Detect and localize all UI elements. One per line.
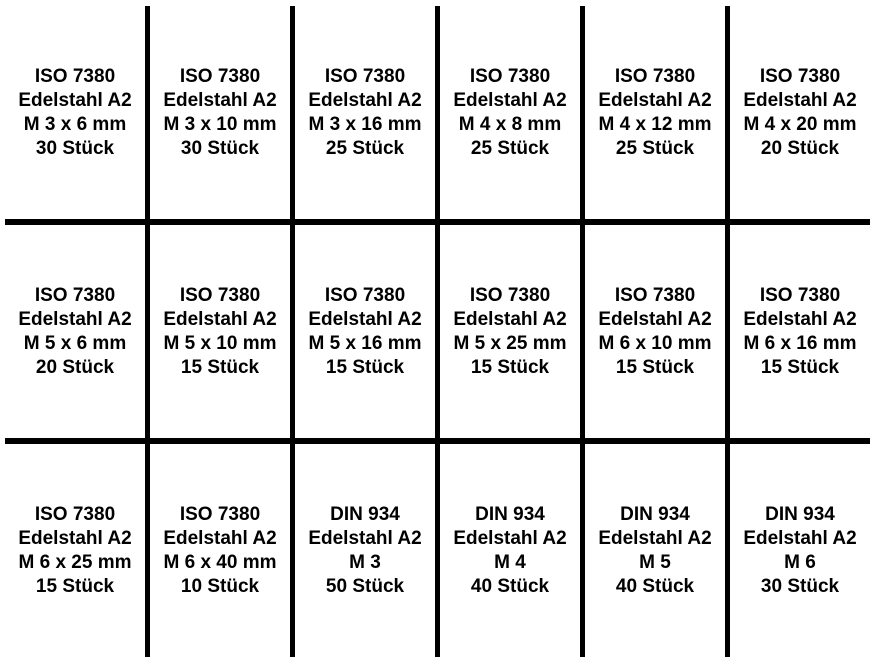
label-size: M 4	[494, 551, 526, 573]
label-standard: ISO 7380	[614, 284, 696, 306]
label-size: M 4 x 12 mm	[598, 113, 712, 135]
label-material: Edelstahl A2	[308, 527, 422, 549]
label-standard: ISO 7380	[759, 284, 841, 306]
label-material: Edelstahl A2	[598, 527, 712, 549]
label-size: M 4 x 8 mm	[458, 113, 562, 135]
label-size: M 5 x 6 mm	[23, 332, 127, 354]
label-material: Edelstahl A2	[453, 89, 567, 111]
label-cell	[585, 444, 725, 657]
label-standard: ISO 7380	[179, 503, 261, 525]
label-cell	[440, 444, 580, 657]
label-quantity: 40 Stück	[615, 575, 695, 597]
label-standard: DIN 934	[765, 503, 835, 525]
label-standard: ISO 7380	[324, 65, 406, 87]
label-material: Edelstahl A2	[18, 308, 132, 330]
label-quantity: 25 Stück	[325, 137, 405, 159]
label-material: Edelstahl A2	[18, 89, 132, 111]
label-cell	[295, 6, 435, 219]
label-quantity: 30 Stück	[35, 137, 115, 159]
label-cell	[150, 225, 290, 438]
label-quantity: 20 Stück	[760, 137, 840, 159]
label-quantity: 15 Stück	[325, 356, 405, 378]
label-quantity: 25 Stück	[470, 137, 550, 159]
label-cell	[150, 444, 290, 657]
label-material: Edelstahl A2	[18, 527, 132, 549]
label-cell	[585, 225, 725, 438]
label-standard: DIN 934	[620, 503, 690, 525]
label-size: M 3 x 10 mm	[163, 113, 277, 135]
label-size: M 3 x 16 mm	[308, 113, 422, 135]
label-quantity: 15 Stück	[760, 356, 840, 378]
label-standard: DIN 934	[475, 503, 545, 525]
label-standard: ISO 7380	[759, 65, 841, 87]
label-cell	[5, 6, 145, 219]
label-material: Edelstahl A2	[453, 308, 567, 330]
label-standard: ISO 7380	[179, 65, 261, 87]
label-standard: ISO 7380	[614, 65, 696, 87]
label-material: Edelstahl A2	[743, 527, 857, 549]
label-quantity: 30 Stück	[180, 137, 260, 159]
label-cell	[730, 6, 870, 219]
label-size: M 6	[784, 551, 816, 573]
label-standard: ISO 7380	[324, 284, 406, 306]
label-standard: ISO 7380	[469, 65, 551, 87]
label-cell	[295, 225, 435, 438]
label-quantity: 20 Stück	[35, 356, 115, 378]
label-size: M 5 x 16 mm	[308, 332, 422, 354]
label-size: M 6 x 40 mm	[163, 551, 277, 573]
label-cell	[440, 6, 580, 219]
label-cell	[730, 444, 870, 657]
label-size: M 6 x 25 mm	[18, 551, 132, 573]
label-quantity: 25 Stück	[615, 137, 695, 159]
label-size: M 3 x 6 mm	[23, 113, 127, 135]
label-cell	[150, 6, 290, 219]
label-cell	[440, 225, 580, 438]
label-quantity: 15 Stück	[470, 356, 550, 378]
label-size: M 6 x 10 mm	[598, 332, 712, 354]
label-material: Edelstahl A2	[308, 308, 422, 330]
label-standard: ISO 7380	[469, 284, 551, 306]
label-size: M 6 x 16 mm	[743, 332, 857, 354]
label-size: M 5	[639, 551, 671, 573]
label-material: Edelstahl A2	[163, 89, 277, 111]
label-material: Edelstahl A2	[598, 89, 712, 111]
label-material: Edelstahl A2	[743, 89, 857, 111]
label-cell	[730, 225, 870, 438]
label-material: Edelstahl A2	[308, 89, 422, 111]
label-quantity: 50 Stück	[325, 575, 405, 597]
label-quantity: 15 Stück	[615, 356, 695, 378]
label-sheet	[5, 6, 870, 657]
label-quantity: 10 Stück	[180, 575, 260, 597]
label-quantity: 15 Stück	[35, 575, 115, 597]
label-size: M 5 x 25 mm	[453, 332, 567, 354]
label-cell	[5, 225, 145, 438]
label-cell	[5, 444, 145, 657]
label-standard: ISO 7380	[34, 284, 116, 306]
label-material: Edelstahl A2	[743, 308, 857, 330]
label-standard: ISO 7380	[34, 65, 116, 87]
label-size: M 5 x 10 mm	[163, 332, 277, 354]
label-material: Edelstahl A2	[453, 527, 567, 549]
label-cell	[585, 6, 725, 219]
label-material: Edelstahl A2	[598, 308, 712, 330]
label-size: M 4 x 20 mm	[743, 113, 857, 135]
label-standard: ISO 7380	[34, 503, 116, 525]
label-cell	[295, 444, 435, 657]
label-quantity: 15 Stück	[180, 356, 260, 378]
label-material: Edelstahl A2	[163, 308, 277, 330]
label-quantity: 30 Stück	[760, 575, 840, 597]
label-material: Edelstahl A2	[163, 527, 277, 549]
label-size: M 3	[349, 551, 381, 573]
label-quantity: 40 Stück	[470, 575, 550, 597]
label-standard: ISO 7380	[179, 284, 261, 306]
label-standard: DIN 934	[330, 503, 400, 525]
